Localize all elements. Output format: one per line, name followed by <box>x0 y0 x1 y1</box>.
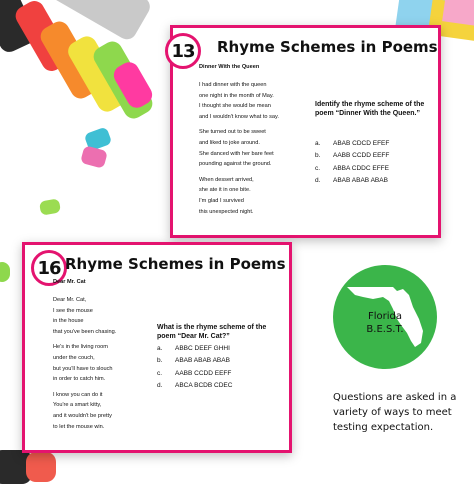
choice-label: b. <box>315 152 321 160</box>
choice-text: ABBA CDDC EFFE <box>333 164 389 172</box>
badge-line-2: B.E.S.T. <box>366 324 404 335</box>
choice-label: c. <box>315 164 321 172</box>
choice-label: d. <box>157 381 163 389</box>
choice-text: ABAB ABAB ABAB <box>333 176 388 184</box>
poem-line: one night in the month of May. <box>199 92 274 99</box>
answer-choice[interactable] <box>315 150 389 162</box>
poem-text <box>53 295 163 432</box>
answer-choice[interactable] <box>315 138 389 150</box>
poem-line: I had dinner with the queen <box>199 82 267 88</box>
poem-line: this unexpected night. <box>199 208 254 215</box>
choice-label: a. <box>157 345 163 352</box>
card-number: 13 <box>171 40 195 62</box>
eraser-cap-3 <box>39 198 61 215</box>
choice-text: ABAB CDCD EFEF <box>333 140 390 147</box>
poem-line: I see the mouse <box>53 307 93 314</box>
answer-choice[interactable] <box>315 175 389 187</box>
answer-choices <box>157 343 232 392</box>
poem-line: but you'll have to slouch <box>53 365 113 372</box>
poem-line: I'm glad I survived <box>199 197 244 204</box>
card-title: Rhyme Schemes in Poems <box>217 38 438 56</box>
poem-stanza <box>53 390 163 432</box>
question-text: Identify the rhyme scheme of the poem “Dinner With the Queen.” <box>315 101 425 117</box>
choice-label: b. <box>157 357 163 365</box>
poem-line: Dear Mr. Cat, <box>53 297 87 303</box>
choice-label: c. <box>157 369 163 377</box>
question-text: What is the rhyme scheme of the poem “Dear Mr. Cat?” <box>157 324 267 340</box>
badge-line-1: Florida <box>367 311 402 322</box>
poem-line: When dessert arrived, <box>199 176 254 183</box>
caption-text: Questions are asked in a variety of ways to meet testing expectation. <box>333 392 457 433</box>
poem-line: He's in the living room <box>53 344 108 351</box>
poem-line: to let the mouse win. <box>53 423 105 430</box>
choice-label: d. <box>315 176 321 184</box>
choice-text: AABB CCDD EEFF <box>333 152 390 160</box>
answer-choice[interactable] <box>157 380 232 392</box>
answer-choice[interactable] <box>157 355 232 367</box>
rhyme-card-16 <box>22 242 292 453</box>
answer-choice[interactable] <box>315 163 389 175</box>
poem-line: You're a smart kitty, <box>53 402 102 409</box>
poem-line: in order to catch him. <box>53 376 106 383</box>
eraser-cap-2 <box>80 145 108 169</box>
poem-line: and it wouldn't be pretty <box>53 412 112 419</box>
poem-line: and liked to joke around. <box>199 139 260 146</box>
choice-text: ABBC DEEF GHHI <box>175 345 230 352</box>
poem-line: pounding against the ground. <box>199 161 272 168</box>
choice-label: a. <box>315 140 321 147</box>
poem-line: under the couch, <box>53 354 95 361</box>
choice-text: ABAB ABAB ABAB <box>175 357 230 365</box>
answer-choices <box>315 138 389 187</box>
rhyme-card-13 <box>170 25 441 238</box>
choice-text: ABCA BCDB CDEC <box>175 381 233 389</box>
poem-title: Dear Mr. Cat <box>53 279 86 285</box>
marker-bottom-green <box>0 262 10 282</box>
poem-stanza <box>53 342 163 384</box>
poem-title: Dinner With the Queen <box>199 64 260 70</box>
card-number-badge <box>165 33 201 69</box>
marker-bottom-red <box>26 452 56 482</box>
answer-choice[interactable] <box>157 343 232 355</box>
poem-line: I know you can do it <box>53 391 103 398</box>
poem-line: that you've been chasing. <box>53 328 117 335</box>
poem-line: She danced with her bare feet <box>199 150 274 157</box>
card-title: Rhyme Schemes in Poems <box>65 255 286 273</box>
poem-line: and I wouldn't know what to say. <box>199 113 279 120</box>
card-number: 16 <box>37 257 61 279</box>
poem-stanza <box>53 295 163 337</box>
poem-line: I thought she would be mean <box>199 103 271 110</box>
florida-best-label <box>333 310 437 336</box>
poem-line: she ate it in one bite. <box>199 187 251 194</box>
poem-line: She turned out to be sweet <box>199 129 266 136</box>
poem-line: in the house <box>53 318 84 325</box>
choice-text: AABB CCDD EEFF <box>175 369 232 377</box>
answer-choice[interactable] <box>157 368 232 380</box>
